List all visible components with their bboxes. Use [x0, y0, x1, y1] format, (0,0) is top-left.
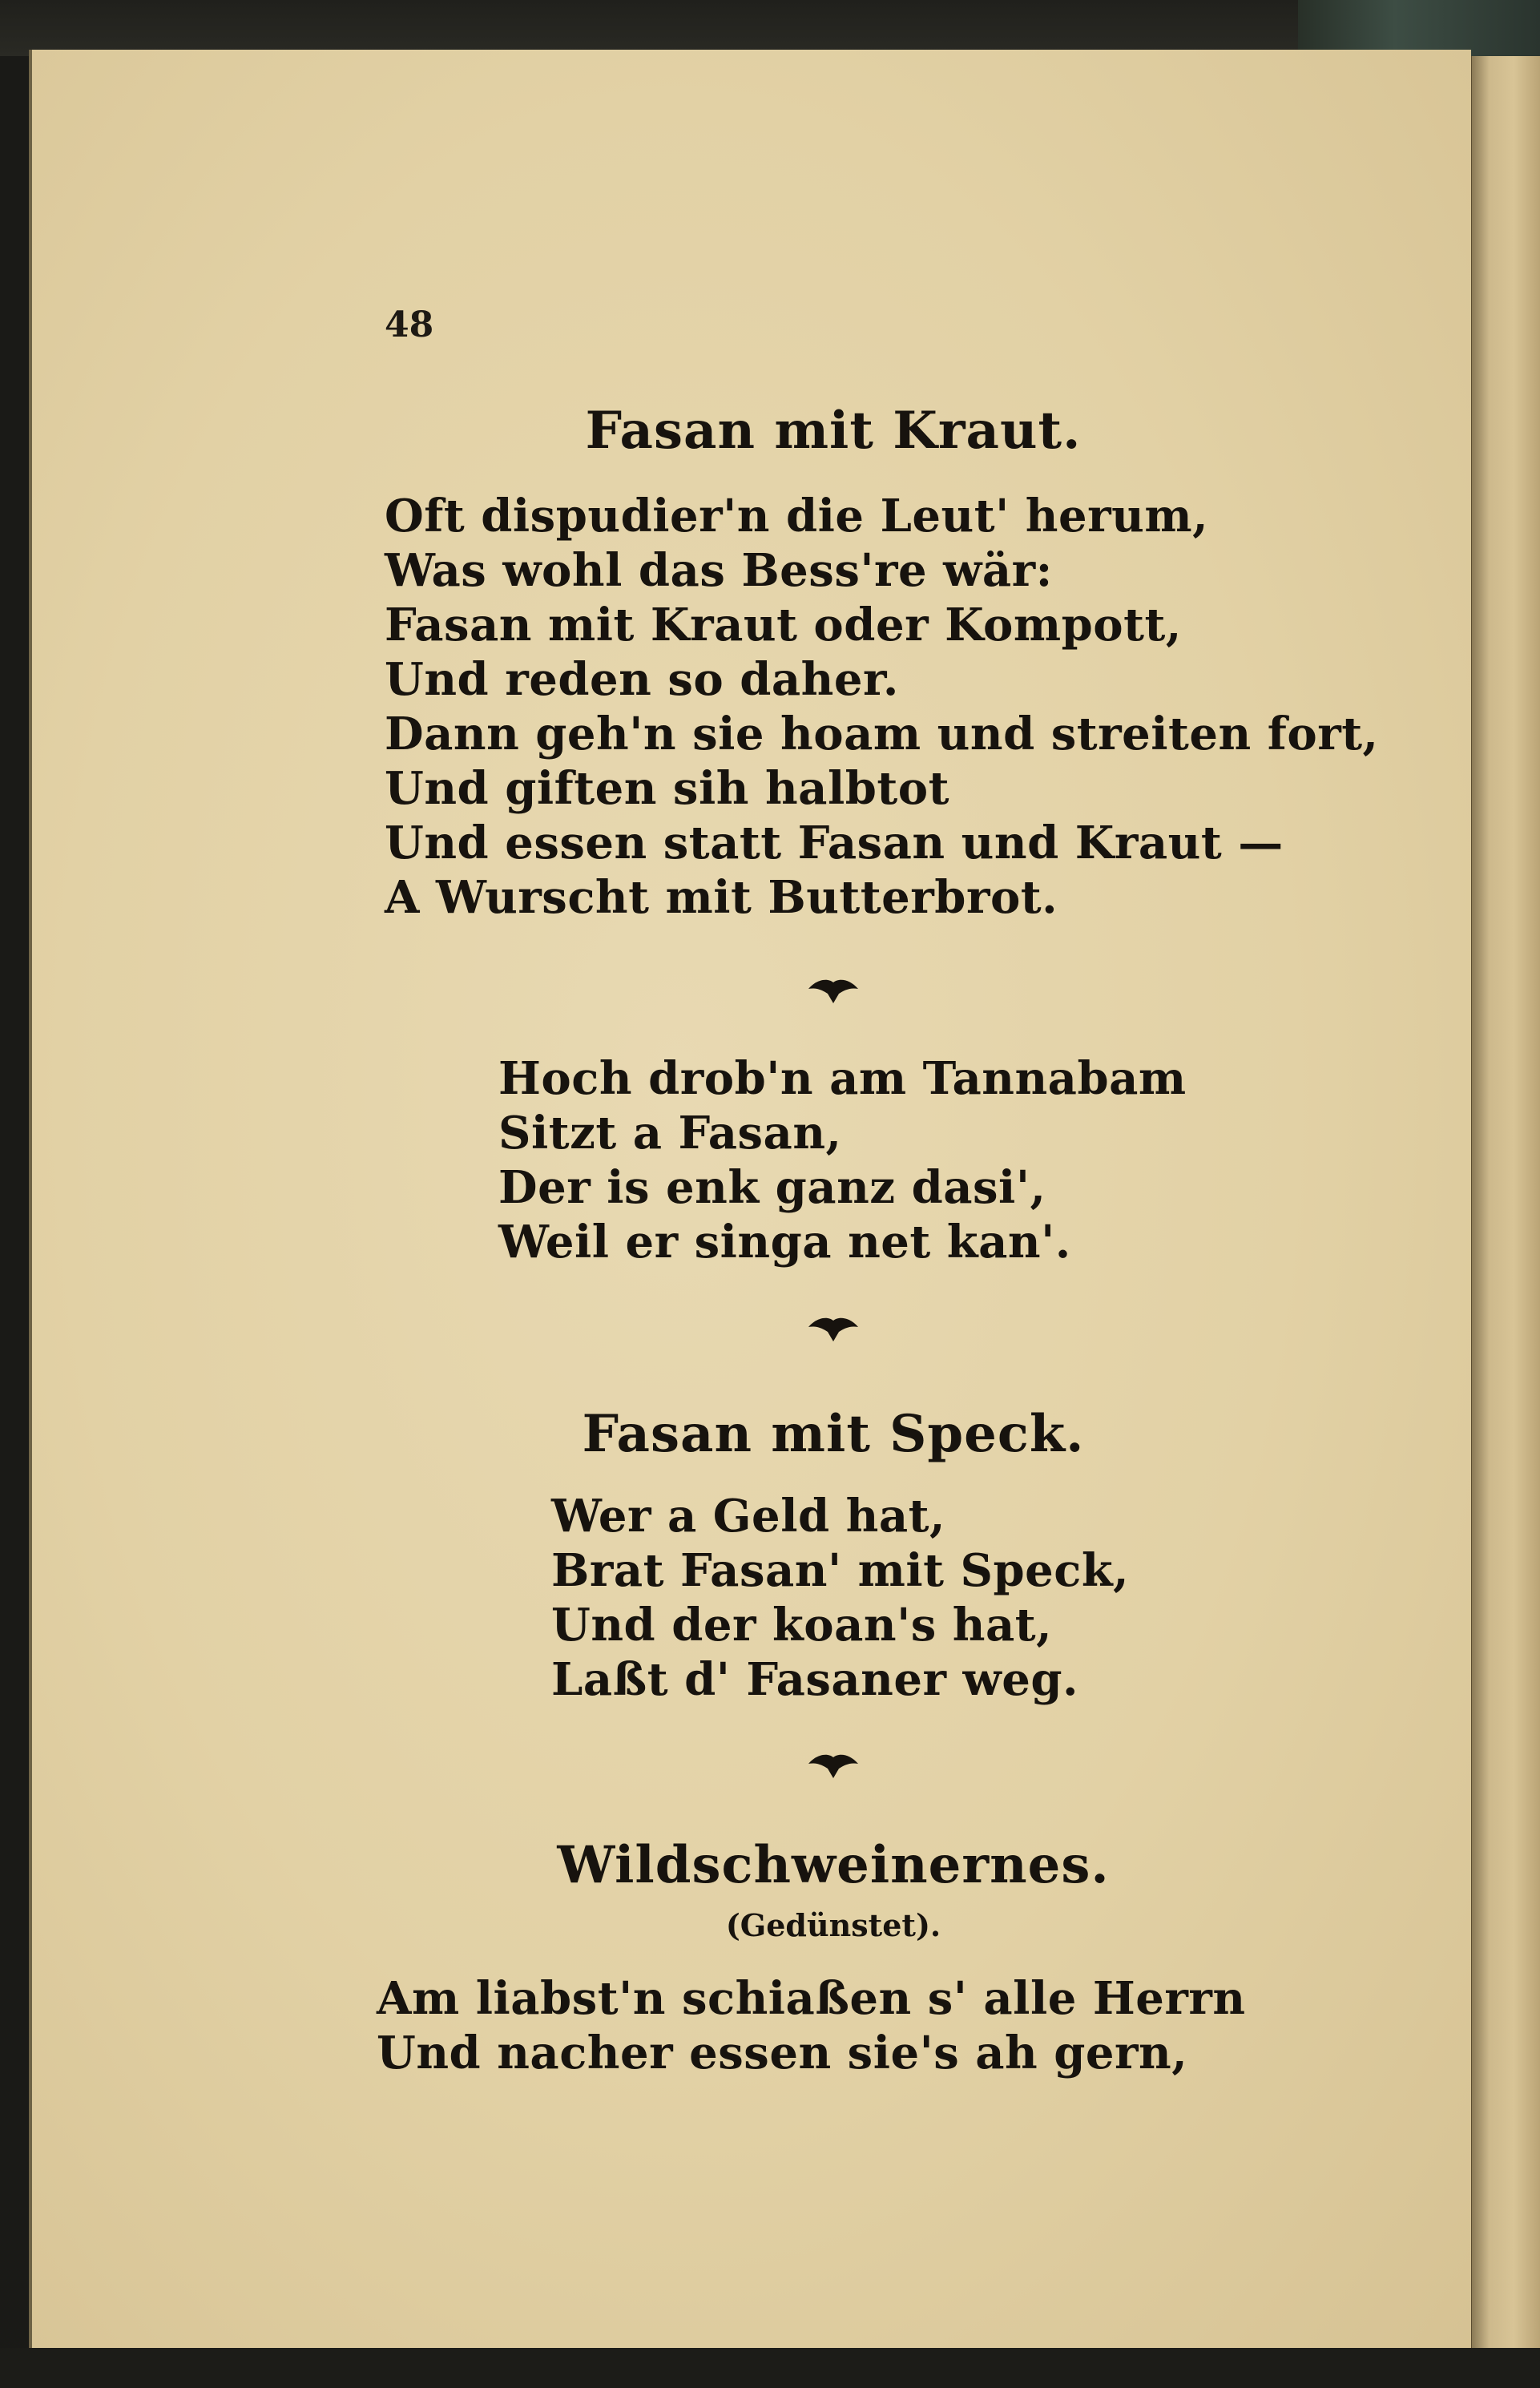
poem-line: Dann geh'n sie hoam und streiten fort, — [385, 708, 1379, 760]
poem-line: Laßt d' Fasaner weg. — [551, 1653, 1078, 1706]
poem-line: Weil er singa net kan'. — [498, 1216, 1071, 1269]
poem-line: A Wurscht mit Butterbrot. — [385, 871, 1058, 924]
poem-line: Was wohl das Bess're wär: — [385, 544, 1053, 597]
poem-line: Der is enk ganz dasi', — [498, 1161, 1046, 1214]
poem-line: Und der koan's hat, — [551, 1599, 1053, 1652]
poem-fasan-mit-kraut — [385, 489, 1379, 925]
section-title-fasan-mit-speck: Fasan mit Speck. — [582, 1404, 1085, 1464]
poem-line: Hoch drob'n am Tannabam — [498, 1052, 1187, 1105]
section-subtitle-gedunstet: (Gedünstet). — [725, 1907, 941, 1943]
poem-fasan-mit-speck — [551, 1489, 1129, 1707]
poem-line: Und nacher essen sie's ah gern, — [377, 2027, 1188, 2079]
section-title-fasan-mit-kraut: Fasan mit Kraut. — [585, 401, 1082, 461]
page-number: 48 — [385, 305, 434, 345]
poem-hoch-drobn — [498, 1051, 1187, 1269]
fleuron-ornament-icon — [805, 1314, 861, 1346]
poem-line: Oft dispudier'n die Leut' herum, — [385, 490, 1209, 543]
poem-line: Und essen statt Fasan und Kraut — — [385, 817, 1284, 869]
poem-wildschweinernes — [377, 1971, 1246, 2080]
poem-line: Sitzt a Fasan, — [498, 1107, 842, 1160]
poem-line: Und reden so daher. — [385, 653, 899, 706]
poem-line: Wer a Geld hat, — [551, 1490, 945, 1543]
facing-page-edge — [1470, 56, 1540, 2348]
scan-background-bottom — [0, 2348, 1540, 2388]
poem-line: Fasan mit Kraut oder Kompott, — [385, 599, 1182, 651]
poem-line: Brat Fasan' mit Speck, — [551, 1544, 1130, 1597]
section-title-wildschweinernes: Wildschweinernes. — [557, 1835, 1110, 1895]
poem-line: Am liabst'n schiaßen s' alle Herrn — [377, 1972, 1246, 2025]
fleuron-ornament-icon — [805, 1751, 861, 1783]
poem-line: Und giften sih halbtot — [385, 762, 949, 815]
fleuron-ornament-icon — [805, 976, 861, 1008]
